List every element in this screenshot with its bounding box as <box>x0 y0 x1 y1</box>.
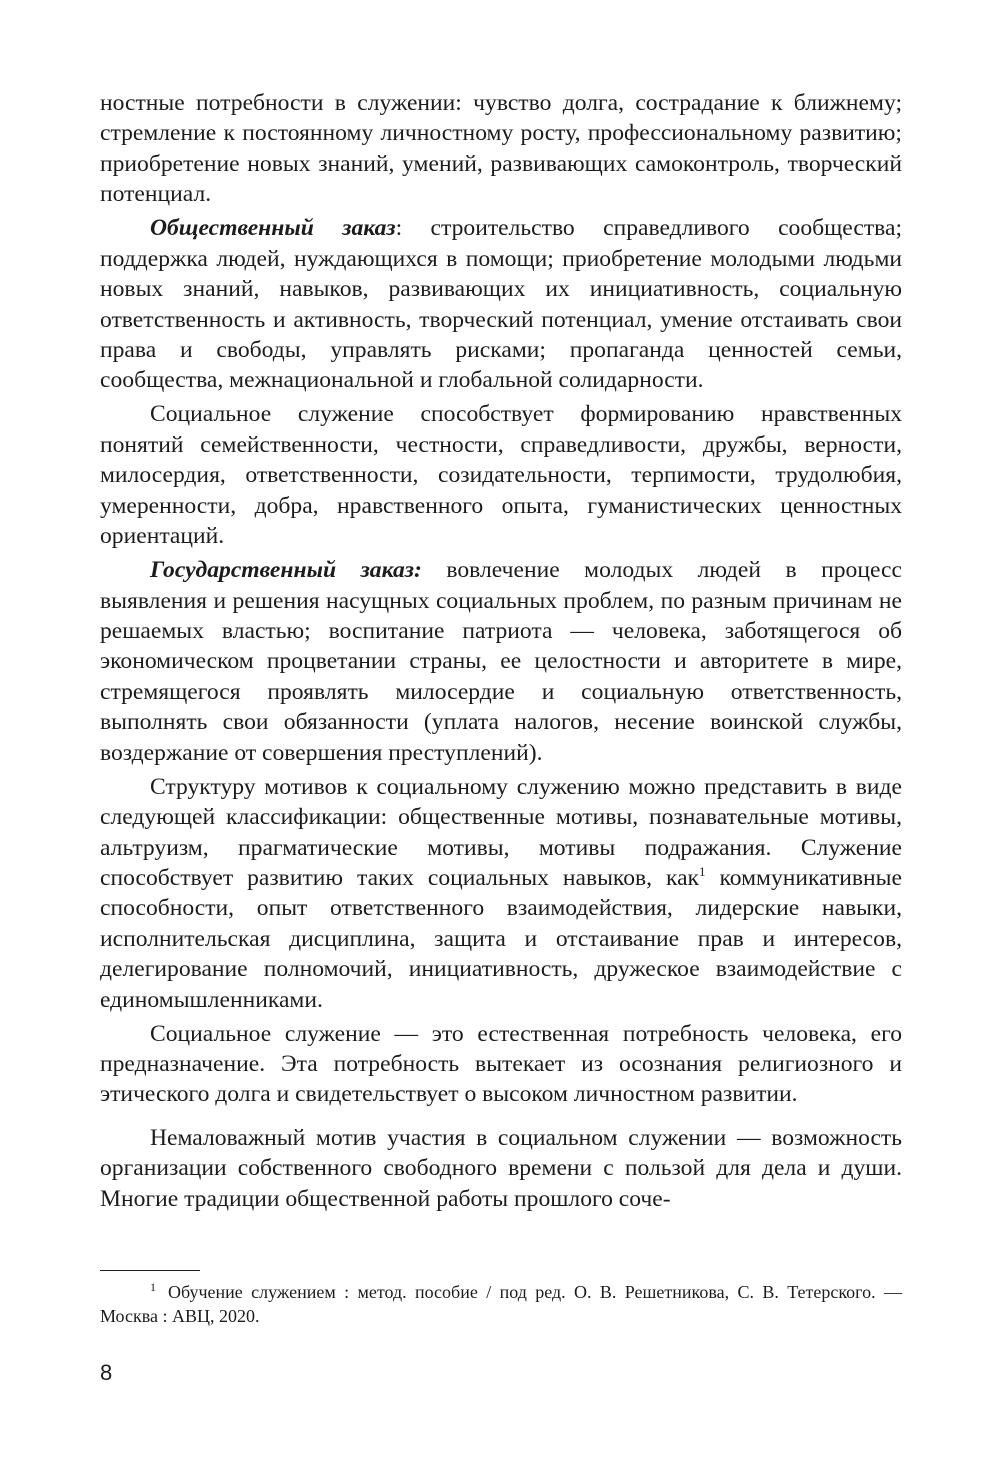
footnote <box>100 1280 902 1328</box>
page-number: 8 <box>100 1360 113 1385</box>
paragraph-lead: Государственный заказ: <box>150 557 422 584</box>
footnote-divider <box>100 1270 200 1271</box>
paragraph-text: : строительство справедливого сообщества; поддержка людей, нуждающихся в помощи; приобретение молодыми людьми новых знаний, навыков, развивающих их инициативность, социальную ответственность и активность, творческий потенциал, умение отстаивать свои права и свободы, управлять рисками; пропаганда ценностей семьи, сообщества, межнациональной и глобальной солидарности. <box>100 215 903 394</box>
paragraph-3 <box>100 399 902 551</box>
paragraph-text: Социальное служение способствует формированию нравственных понятий семейственности, честности, справедливости, дружбы, верности, милосердия, ответственности, созидательности, терпимости, трудолюбия, умеренности, добра, нравственного опыта, гуманистических ценностных ориентаций. <box>100 401 902 550</box>
paragraph-text-continued: коммуникативные способности, опыт ответственного взаимодействия, лидерские навыки, исполнительская дисциплина, защита и отстаивание прав и интересов, делегирование полномочий, инициативность, дружеское взаимодействие с единомышленниками. <box>100 864 903 1013</box>
paragraph-text: Социальное служение — это естественная потребность человека, его предназначение. Эта потребность вытекает из осознания религиозного и этического долга и свидетельствует о высоком личностном развитии. <box>100 1020 902 1108</box>
footnote-text: Обучение служением : метод. пособие / под ред. О. В. Решетникова, С. В. Тетерского. — Москва : АВЦ, 2020. <box>100 1282 902 1326</box>
paragraph-6 <box>100 1019 902 1110</box>
paragraph-text: вовлечение молодых людей в процесс выявления и решения насущных социальных проблем, по разным причинам не решаемых властью; воспитание патриота — человека, заботящегося об экономическом процветании страны, ее целостности и авторитете в мире, стремящегося проявлять милосердие и социальную ответственность, выполнять свои обязанности (уплата налогов, несение воинской службы, воздержание от совершения преступлений). <box>100 557 902 766</box>
paragraph-5 <box>100 772 902 1015</box>
paragraph-text: Немаловажный мотив участия в социальном служении — возможность организации собственного свободного времени с пользой для дела и души. Многие традиции общественной работы прошлого соче- <box>100 1124 902 1212</box>
footnote-mark: 1 <box>150 1280 156 1294</box>
paragraph-text: Структуру мотивов к социальному служению можно представить в виде следующей классификации: общественные мотивы, познавательные мотивы, альтруизм, прагматические мотивы, мотивы подражания. Служение способствует развитию таких социальных навыков, как <box>100 773 902 891</box>
page-body <box>100 88 902 1218</box>
paragraph-7 <box>100 1123 902 1214</box>
paragraph-1 <box>100 88 902 210</box>
footnote-reference[interactable]: 1 <box>699 864 706 880</box>
paragraph-2 <box>100 213 902 395</box>
paragraph-4 <box>100 555 902 768</box>
paragraph-text: ностные потребности в служении: чувство долга, сострадание к ближнему; стремление к постоянному личностному росту, профессиональному развитию; приобретение новых знаний, умений, развивающих самоконтроль, творческий потенциал. <box>100 90 902 208</box>
paragraph-lead: Общественный заказ <box>150 215 396 242</box>
